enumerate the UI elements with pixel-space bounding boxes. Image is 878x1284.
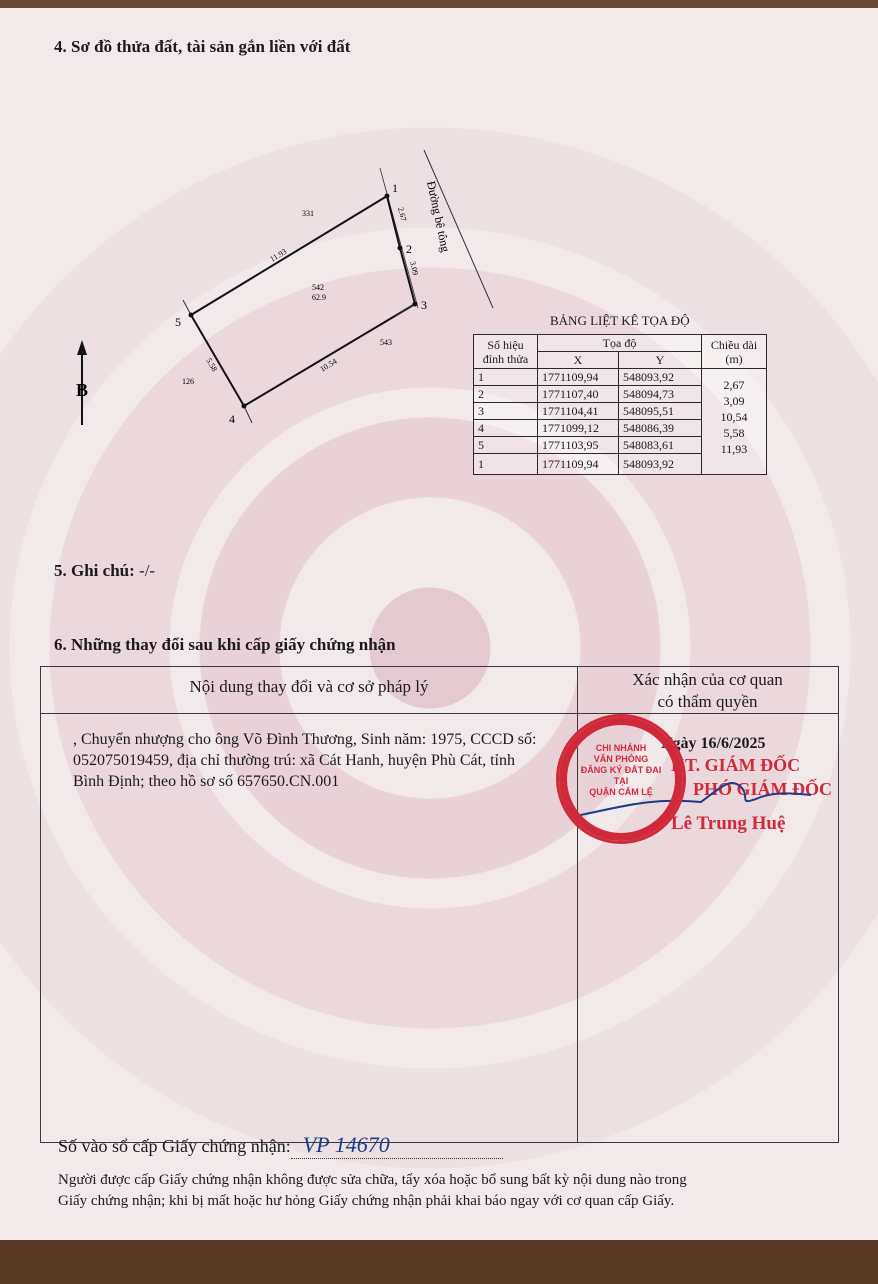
- registry-line: Số vào sổ cấp Giấy chứng nhận: VP 14670: [58, 1132, 503, 1159]
- footer-note: Người được cấp Giấy chứng nhận không được sửa chữa, tẩy xóa hoặc bổ sung bất kỳ nội dung nào trong Giấy chứng nhận; khi bị mất hoặc hư hỏng Giấy chứng nhận phải khai báo ngay với cơ quan cấp Giấy.: [58, 1172, 687, 1209]
- table-surface: [0, 1240, 878, 1284]
- coord-table-title: BẢNG LIỆT KÊ TỌA ĐỘ: [550, 313, 690, 328]
- section-4-title: 4. Sơ đồ thửa đất, tài sản gắn liền với đất: [54, 37, 351, 56]
- note-value: -/-: [139, 561, 156, 580]
- edge-label: 10.54: [318, 356, 339, 374]
- table-row: 4 1771099,12 548086,39: [474, 420, 767, 437]
- section-6-title: 6. Những thay đổi sau khi cấp giấy chứng nhận: [54, 635, 396, 654]
- official-seal: CHI NHÁNH VĂN PHÒNG ĐĂNG KÝ ĐẤT ĐAI TẠI QUẬN CẨM LỆ: [556, 714, 686, 844]
- parcel-number: 542: [312, 283, 324, 292]
- header-point: Số hiệu đỉnh thửa: [474, 335, 538, 369]
- edge-label: 11.93: [268, 246, 289, 264]
- signer-name: Lê Trung Huệ: [671, 813, 786, 834]
- table-row: 5 1771103,95 548083,61: [474, 437, 767, 454]
- point-label: 1: [392, 181, 398, 195]
- point-label: 3: [421, 298, 427, 312]
- table-row: 2 1771107,40 548094,73: [474, 386, 767, 403]
- north-arrow-label: B: [76, 380, 89, 400]
- point-label: 2: [406, 242, 412, 256]
- header-length: Chiều dài (m): [702, 335, 767, 369]
- length-column: 2,67 3,09 10,54 5,58 11,93: [702, 369, 767, 475]
- header-x: X: [538, 352, 619, 369]
- registry-number: VP 14670: [291, 1132, 503, 1159]
- col-right-header: Xác nhận của cơ quan có thẩm quyền: [632, 670, 783, 711]
- neighbor-parcel: 543: [380, 338, 392, 347]
- sign-title-2: PHÓ GIÁM ĐỐC: [693, 779, 832, 799]
- col-left-header: Nội dung thay đổi và cơ sở pháp lý: [189, 677, 429, 696]
- point-label: 4: [229, 412, 235, 426]
- edge-label: 5.58: [204, 356, 220, 374]
- point-label: 5: [175, 315, 181, 329]
- change-entry: , Chuyển nhượng cho ông Võ Đình Thương, Sinh năm: 1975, CCCD số: 052075019459, địa chỉ thường trú: xã Cát Hanh, huyện Phù Cát, tỉnh Bình Định; theo hồ sơ số 657650.CN.001: [73, 731, 537, 790]
- section-5-title: 5. Ghi chú: -/-: [54, 561, 156, 580]
- table-row: 3 1771104,41 548095,51: [474, 403, 767, 420]
- land-plot-diagram: [0, 140, 500, 440]
- table-row: 1 1771109,94 548093,92 2,67 3,09 10,54 5,58 11,93: [474, 369, 767, 386]
- sign-title-1: KT. GIÁM ĐỐC: [671, 755, 801, 775]
- parcel-area: 62.9: [312, 293, 326, 302]
- edge-label: 3.09: [408, 260, 421, 277]
- road-label: Đường bê tông: [424, 179, 453, 254]
- coordinate-table: [473, 334, 767, 475]
- road-edge-line: [380, 168, 421, 308]
- neighbor-parcel: 126: [182, 377, 194, 386]
- parcel-boundary: [191, 196, 415, 406]
- approval-date: Ngày 16/6/2025: [661, 735, 766, 752]
- neighbor-parcel: 331: [302, 209, 314, 218]
- changes-table: [40, 666, 839, 1143]
- edge-label: 2.67: [396, 206, 409, 223]
- table-row: 1 1771109,94 548093,92: [474, 454, 767, 475]
- header-coord: Tọa độ: [538, 335, 702, 352]
- header-y: Y: [619, 352, 702, 369]
